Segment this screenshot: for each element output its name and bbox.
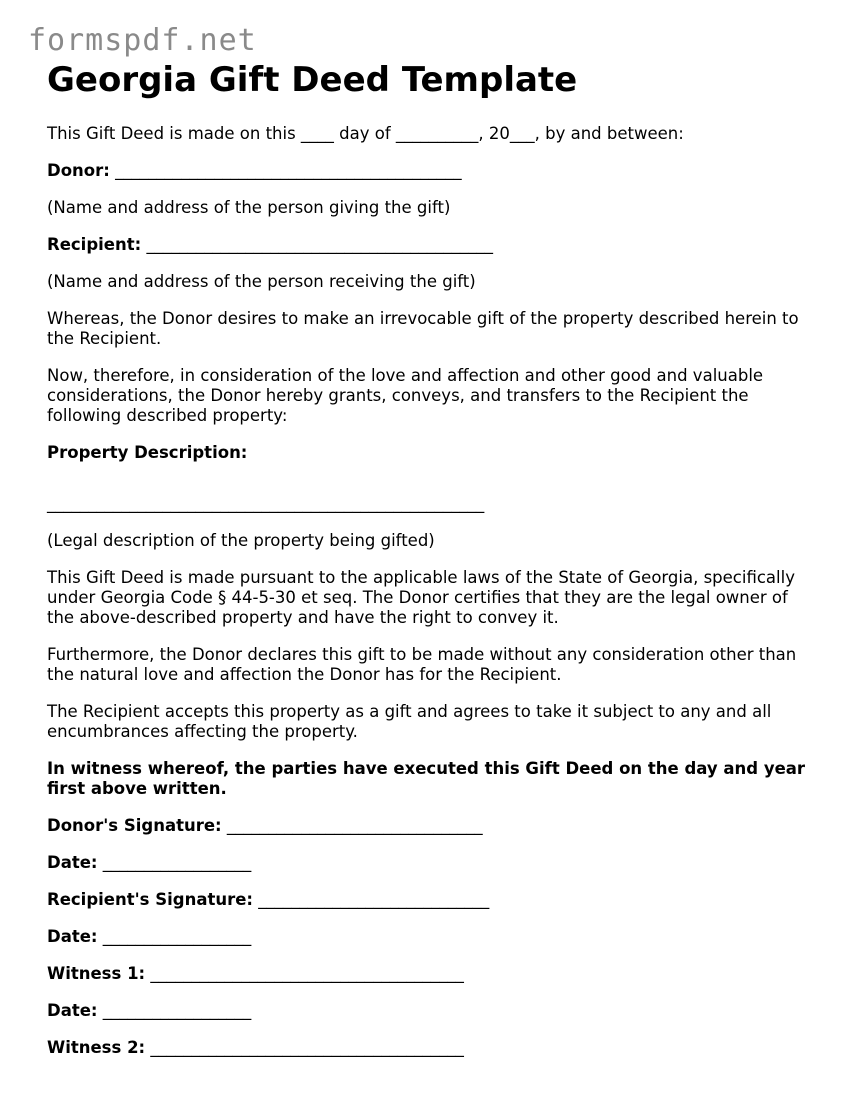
recipient-date-blank: __________________ — [102, 927, 252, 946]
witness-1-line — [47, 964, 817, 984]
property-description-label: Property Description: — [47, 443, 248, 462]
pursuant-paragraph: This Gift Deed is made pursuant to the applicable laws of the State of Georgia, specifically under Georgia Code § 44-5-30 et seq. The Donor certifies that they are the legal owner of the above-described property and have the right to convey it. — [47, 568, 795, 627]
recipient-label: Recipient: — [47, 235, 142, 254]
recipient-date-line — [47, 927, 817, 947]
intro-line: This Gift Deed is made on this ____ day of __________, 20___, by and between: — [47, 124, 684, 143]
now-therefore-paragraph: Now, therefore, in consideration of the love and affection and other good and valuable considerations, the Donor hereby grants, conveys, and transfers to the Recipient the following described property: — [47, 366, 764, 425]
donor-signature-label: Donor's Signature: — [47, 816, 222, 835]
recipient-signature-blank: ____________________________ — [258, 890, 490, 909]
recipient-blank: __________________________________________ — [146, 235, 493, 254]
recipient-signature-label: Recipient's Signature: — [47, 890, 254, 909]
recipient-line — [47, 235, 817, 255]
document-body — [47, 124, 817, 1075]
recipient-note: (Name and address of the person receiving the gift) — [47, 272, 476, 291]
page-title: Georgia Gift Deed Template — [47, 60, 578, 100]
donor-signature-blank: _______________________________ — [226, 816, 483, 835]
recipient-signature-line — [47, 890, 817, 910]
donor-date-blank: __________________ — [102, 853, 252, 872]
donor-label: Donor: — [47, 161, 110, 180]
witness-1-label: Witness 1: — [47, 964, 146, 983]
watermark: formspdf.net — [28, 23, 257, 58]
donor-line — [47, 161, 817, 181]
donor-date-label: Date: — [47, 853, 98, 872]
furthermore-paragraph: Furthermore, the Donor declares this gift to be made without any consideration other than the natural love and affection the Donor has for the Recipient. — [47, 645, 797, 684]
property-note: (Legal description of the property being gifted) — [47, 531, 435, 550]
witness-1-date-label: Date: — [47, 1001, 98, 1020]
accepts-paragraph: The Recipient accepts this property as a gift and agrees to take it subject to any and all encumbrances affecting the property. — [47, 702, 772, 741]
witness-2-blank: ______________________________________ — [150, 1038, 464, 1057]
witness-clause: In witness whereof, the parties have executed this Gift Deed on the day and year first above written. — [47, 759, 806, 798]
property-description-blank: _____________________________________________________ — [47, 494, 485, 513]
whereas-paragraph: Whereas, the Donor desires to make an irrevocable gift of the property described herein to the Recipient. — [47, 309, 799, 348]
donor-blank: __________________________________________ — [115, 161, 462, 180]
witness-2-label: Witness 2: — [47, 1038, 146, 1057]
witness-2-line — [47, 1038, 817, 1058]
witness-1-date-line — [47, 1001, 817, 1021]
donor-signature-line — [47, 816, 817, 836]
witness-1-blank: ______________________________________ — [150, 964, 464, 983]
witness-1-date-blank: __________________ — [102, 1001, 252, 1020]
donor-note: (Name and address of the person giving the gift) — [47, 198, 451, 217]
donor-date-line — [47, 853, 817, 873]
recipient-date-label: Date: — [47, 927, 98, 946]
